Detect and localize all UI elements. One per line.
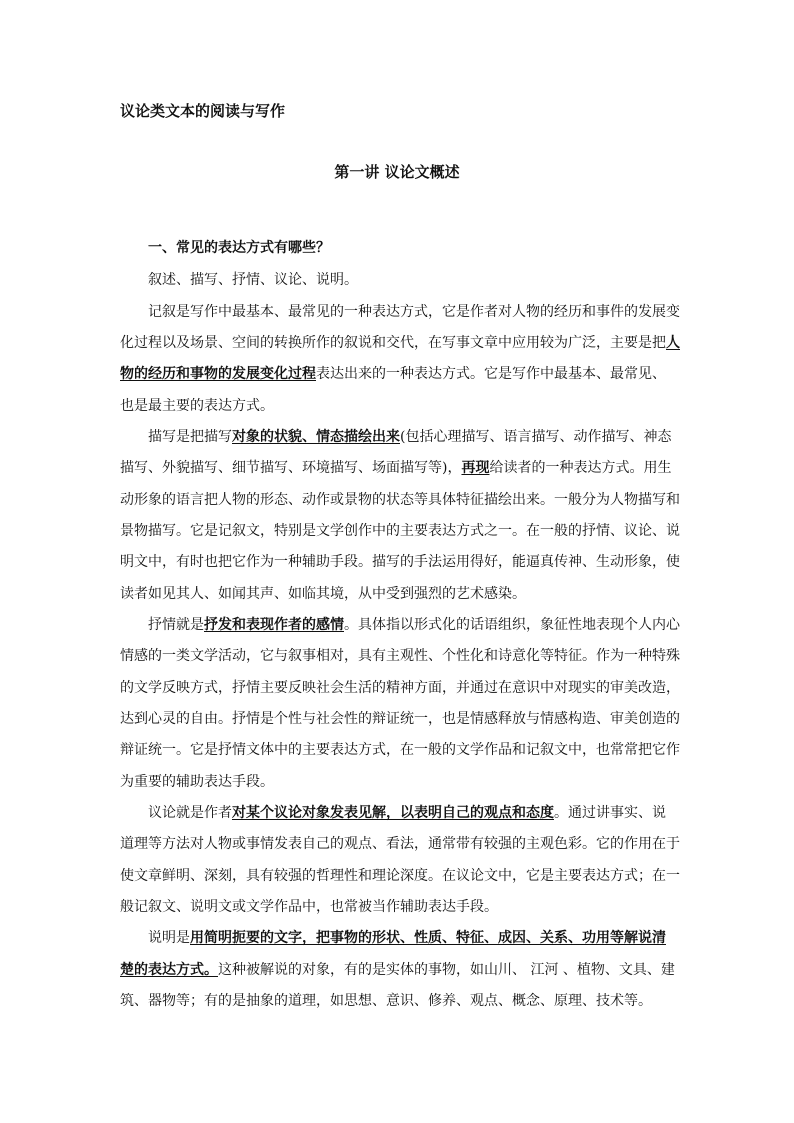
paragraph-line: 情感的一类文学活动，它与叙事相对，具有主观性、个性化和诗意化等特征。作为一种特殊 bbox=[120, 648, 680, 664]
paragraph-line: 议论就是作者对某个议论对象发表见解，以表明自己的观点和态度。通过讲事实、说 bbox=[148, 805, 666, 821]
section-heading: 一、常见的表达方式有哪些？ bbox=[148, 240, 330, 256]
paragraph-line: 动形象的语言把人物的形态、动作或景物的状态等具体特征描绘出来。一般分为人物描写和 bbox=[120, 492, 680, 508]
paragraph-line: 道理等方法对人物或事情发表自己的观点、看法，通常带有较强的主观色彩。它的作用在于 bbox=[120, 836, 680, 852]
paragraph-line: 说明是用简明扼要的文字，把事物的形状、性质、特征、成因、关系、功用等解说清 bbox=[148, 930, 666, 946]
document-title: 议论类文本的阅读与写作 bbox=[120, 102, 286, 120]
paragraph-line: 物的经历和事物的发展变化过程表达出来的一种表达方式。它是写作中最基本、最常见、 bbox=[120, 366, 666, 382]
emphasis-text: 抒发和表现作者的感情 bbox=[204, 617, 344, 633]
emphasis-text: 楚的表达方式。 bbox=[120, 962, 218, 978]
emphasis-text: 物的经历和事物的发展变化过程 bbox=[120, 366, 316, 382]
paragraph-line: 筑、器物等；有的是抽象的道理，如思想、意识、修养、观点、概念、原理、技术等。 bbox=[120, 993, 652, 1009]
paragraph-line: 描写是把描写对象的状貌、情态描绘出来(包括心理描写、语言描写、动作描写、神态 bbox=[148, 429, 672, 445]
paragraph-line: 般记叙文、说明文或文学作品中，也常被当作辅助表达手段。 bbox=[120, 899, 498, 915]
paragraph-line: 辩证统一。它是抒情文体中的主要表达方式，在一般的文学作品和记叙文中，也常常把它作 bbox=[120, 742, 680, 758]
paragraph-line: 抒情就是抒发和表现作者的感情。具体指以形式化的话语组织，象征性地表现个人内心 bbox=[148, 617, 680, 633]
emphasis-text: 对某个议论对象发表见解，以表明自己的观点和态度 bbox=[232, 805, 554, 821]
paragraph-line: 明文中，有时也把它作为一种辅助手段。描写的手法运用得好，能逼真传神、生动形象，使 bbox=[120, 554, 680, 570]
emphasis-text: 再现 bbox=[461, 460, 490, 476]
paragraph-line: 记叙是写作中最基本、最常见的一种表达方式，它是作者对人物的经历和事件的发展变 bbox=[148, 304, 680, 320]
paragraph-line: 楚的表达方式。这种被解说的对象，有的是实体的事物，如山川、 江河 、植物、文具、建 bbox=[120, 962, 675, 978]
emphasis-text: 对象的状貌、情态描绘出来 bbox=[232, 429, 400, 445]
paragraph-line: 叙述、描写、抒情、议论、说明。 bbox=[148, 272, 358, 288]
emphasis-text: 人 bbox=[666, 335, 680, 351]
paragraph-line: 化过程以及场景、空间的转换所作的叙说和交代，在写事文章中应用较为广泛，主要是把人 bbox=[120, 335, 680, 351]
paragraph-line: 也是最主要的表达方式。 bbox=[120, 398, 274, 414]
paragraph-line: 景物描写。它是记叙文，特别是文学创作中的主要表达方式之一。在一般的抒情、议论、说 bbox=[120, 523, 680, 539]
paragraph-line: 为重要的辅助表达手段。 bbox=[120, 774, 274, 790]
paragraph-line: 使文章鲜明、深刻，具有较强的哲理性和理论深度。在议论文中，它是主要表达方式；在一 bbox=[120, 868, 680, 884]
paragraph-line: 读者如见其人、如闻其声、如临其境，从中受到强烈的艺术感染。 bbox=[120, 586, 526, 602]
emphasis-text: 用简明扼要的文字，把事物的形状、性质、特征、成因、关系、功用等解说清 bbox=[190, 930, 666, 946]
lecture-title: 第一讲 议论文概述 bbox=[334, 163, 460, 181]
paragraph-line: 的文学反映方式，抒情主要反映社会生活的精神方面，并通过在意识中对现实的审美改造， bbox=[120, 680, 680, 696]
paragraph-line: 描写、外貌描写、细节描写、环境描写、场面描写等)，再现给读者的一种表达方式。用生 bbox=[120, 460, 672, 476]
paragraph-line: 达到心灵的自由。抒情是个性与社会性的辩证统一，也是情感释放与情感构造、审美创造的 bbox=[120, 711, 680, 727]
